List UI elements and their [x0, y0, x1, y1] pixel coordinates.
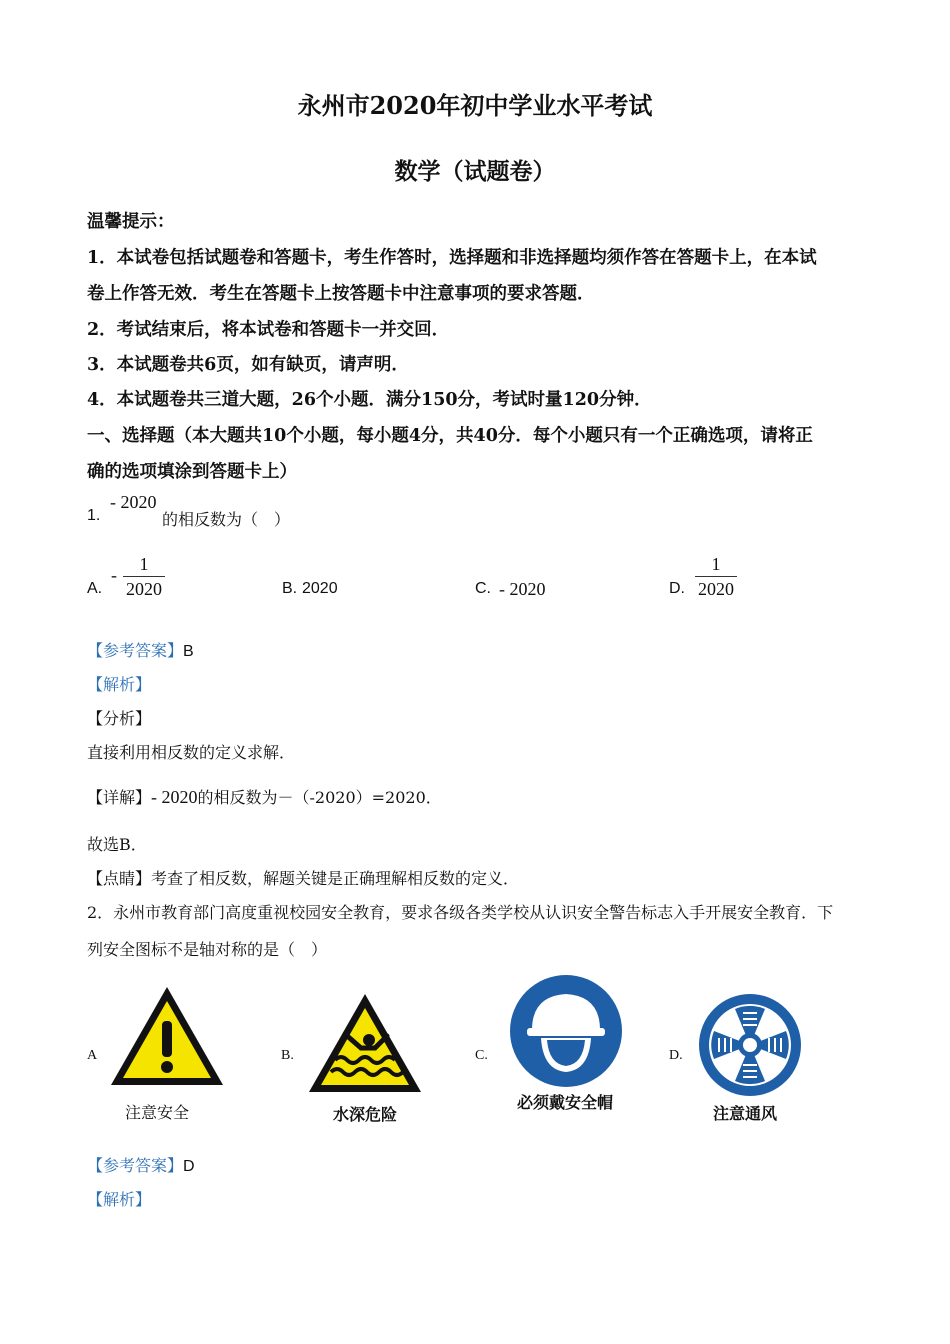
notice-line-2: 2．考试结束后，将本试卷和答题卡一并交回． — [87, 320, 450, 340]
q1-answer-label: 【参考答案】 — [87, 641, 184, 660]
q1-option-c-value: - 2020 — [499, 579, 546, 599]
notice-line-1b: 卷上作答无效．考生在答题卡上按答题卡中注意事项的要求答题． — [87, 284, 595, 304]
q1-option-b-value: 2020 — [302, 580, 338, 597]
q1-analysis-label: 【解析】 — [87, 675, 152, 694]
q2-option-a-caption: 注意安全 — [124, 1103, 189, 1122]
q2-option-b-caption: 水深危险 — [332, 1105, 397, 1124]
q1-detail-text: 的相反数为－（-2020）=2020． — [197, 788, 442, 807]
q2-answer-line — [87, 1153, 195, 1176]
q2-answer-label: 【参考答案】 — [87, 1156, 184, 1175]
q1-option-d-numerator: 1 — [711, 554, 721, 574]
q1-option-a-fraction — [123, 553, 165, 600]
notice-heading: 温馨提示： — [87, 212, 175, 232]
fraction-bar — [123, 576, 165, 577]
q1-option-d-fraction — [695, 553, 737, 600]
q1-answer-value: B — [183, 643, 194, 660]
q2-option-d-letter: D. — [669, 1048, 683, 1063]
q1-detail-line — [87, 785, 442, 808]
notice-line-4: 4．本试题卷共三道大题，26个小题．满分150分，考试时量120分钟． — [87, 390, 652, 410]
q1-comment-text: 考查了相反数，解题关键是正确理解相反数的定义． — [151, 869, 520, 888]
warning-exclamation-icon — [107, 983, 227, 1091]
notice-line-1a: 1．本试卷包括试题卷和答题卡，考生作答时，选择题和非选择题均须作答在答题卡上，在本试 — [87, 248, 817, 268]
q2-stem-b: 列安全图标不是轴对称的是（ ） — [87, 940, 328, 959]
q1-comment-line — [87, 866, 519, 889]
q1-option-b-label: B. — [282, 580, 298, 597]
q1-option-a-denominator: 2020 — [126, 579, 162, 599]
q1-comment-label: 【点睛】 — [87, 869, 152, 888]
section-1-line-a: 一、选择题（本大题共10个小题，每小题4分，共40分．每个小题只有一个正确选项，请将正 — [87, 426, 813, 446]
q2-analysis-label: 【解析】 — [87, 1190, 152, 1209]
q1-fenxi-text: 直接利用相反数的定义求解． — [87, 743, 296, 762]
q2-option-a-letter: A — [87, 1048, 98, 1063]
q1-option-a-numerator: 1 — [139, 554, 149, 574]
q1-expression: - 2020 — [110, 492, 157, 512]
q2-answer-value: D — [183, 1158, 195, 1175]
q2-stem-a: 2．永州市教育部门高度重视校园安全教育，要求各级各类学校从认识安全警告标志入手开展安全教育．下 — [87, 903, 834, 922]
q2-option-b-letter: B. — [281, 1048, 294, 1063]
fraction-bar — [695, 576, 737, 577]
page-title: 永州市2020年初中学业水平考试 — [297, 91, 653, 120]
q1-conclusion: 故选B． — [87, 835, 147, 854]
ventilation-fan-icon — [695, 993, 805, 1097]
q2-option-d-caption: 注意通风 — [712, 1104, 777, 1123]
q1-answer-line — [87, 638, 194, 661]
q1-option-d-denominator: 2020 — [698, 579, 734, 599]
wear-helmet-icon — [507, 974, 625, 1090]
q1-fenxi-label: 【分析】 — [87, 709, 152, 728]
q1-stem: 的相反数为（ ） — [162, 510, 291, 529]
q1-option-c-label: C. — [475, 580, 491, 597]
q2-option-c-letter: C. — [475, 1048, 488, 1063]
q1-number: 1. — [87, 507, 101, 524]
page-subtitle: 数学（试题卷） — [394, 158, 556, 185]
q1-option-d-label: D. — [669, 580, 685, 597]
q1-option-a-sign: - — [111, 565, 117, 585]
q1-option-a-label: A. — [87, 580, 103, 597]
q1-detail-label: 【详解】 — [87, 788, 152, 807]
notice-line-3: 3．本试题卷共6页，如有缺页，请声明． — [87, 355, 409, 375]
deep-water-danger-icon — [305, 990, 425, 1098]
q1-detail-expression: - 2020 — [151, 787, 198, 807]
q2-option-c-caption: 必须戴安全帽 — [516, 1093, 613, 1112]
section-1-line-b: 确的选项填涂到答题卡上） — [87, 462, 297, 482]
